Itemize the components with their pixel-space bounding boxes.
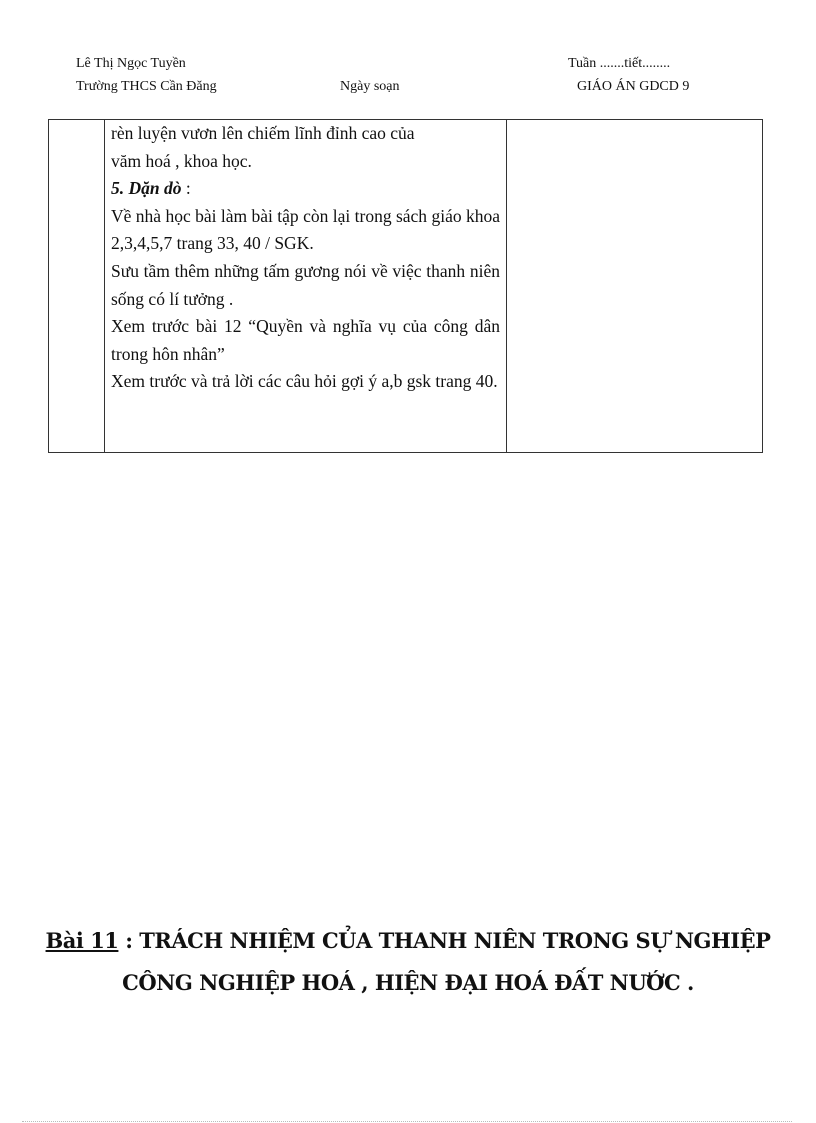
section-number: 5. [111, 178, 125, 199]
lesson-table [48, 119, 763, 453]
lesson-title-text: : TRÁCH NHIỆM CỦA THANH NIÊN TRONG SỰ NGHIỆP [118, 928, 771, 953]
table-cell-left [49, 120, 105, 453]
lesson-title-line2: CÔNG NGHIỆP HOÁ , HIỆN ĐẠI HOÁ ĐẤT NƯỚC . [122, 970, 694, 995]
lesson-content [105, 120, 506, 396]
author-name: Lê Thị Ngọc Tuyền [76, 56, 186, 71]
homework-paragraph: Xem trước bài 12 “Quyền và nghĩa vụ của công dân trong hôn nhân” [111, 316, 500, 364]
section-title: Dặn dò [128, 178, 182, 199]
date-label: Ngày soạn [340, 79, 400, 94]
school-name: Trường THCS Cần Đăng [76, 79, 217, 94]
table-cell-right [507, 120, 763, 453]
homework-paragraph: Sưu tầm thêm những tấm gương nói về việc thanh niên sống có lí tưởng . [111, 260, 500, 309]
homework-paragraph: Xem trước và trả lời các câu hỏi gợi ý a,b gsk trang 40. [111, 371, 498, 392]
content-line: văm hoá , khoa học. [111, 150, 252, 171]
table-row [49, 120, 763, 453]
table-cell-content [105, 120, 507, 453]
plan-title: GIÁO ÁN GDCD 9 [577, 79, 690, 94]
lesson-title-line1 [40, 928, 776, 953]
lesson-label: Bài 11 [45, 928, 119, 953]
homework-paragraph: Về nhà học bài làm bài tập còn lại trong sách giáo khoa 2,3,4,5,7 trang 33, 40 / SGK. [111, 205, 500, 254]
page-divider [22, 1121, 792, 1122]
section-colon: : [181, 178, 191, 199]
week-lesson: Tuần .......tiết........ [568, 56, 671, 71]
section-heading [111, 175, 500, 203]
content-line: rèn luyện vươn lên chiếm lĩnh đỉnh cao của [111, 123, 415, 143]
